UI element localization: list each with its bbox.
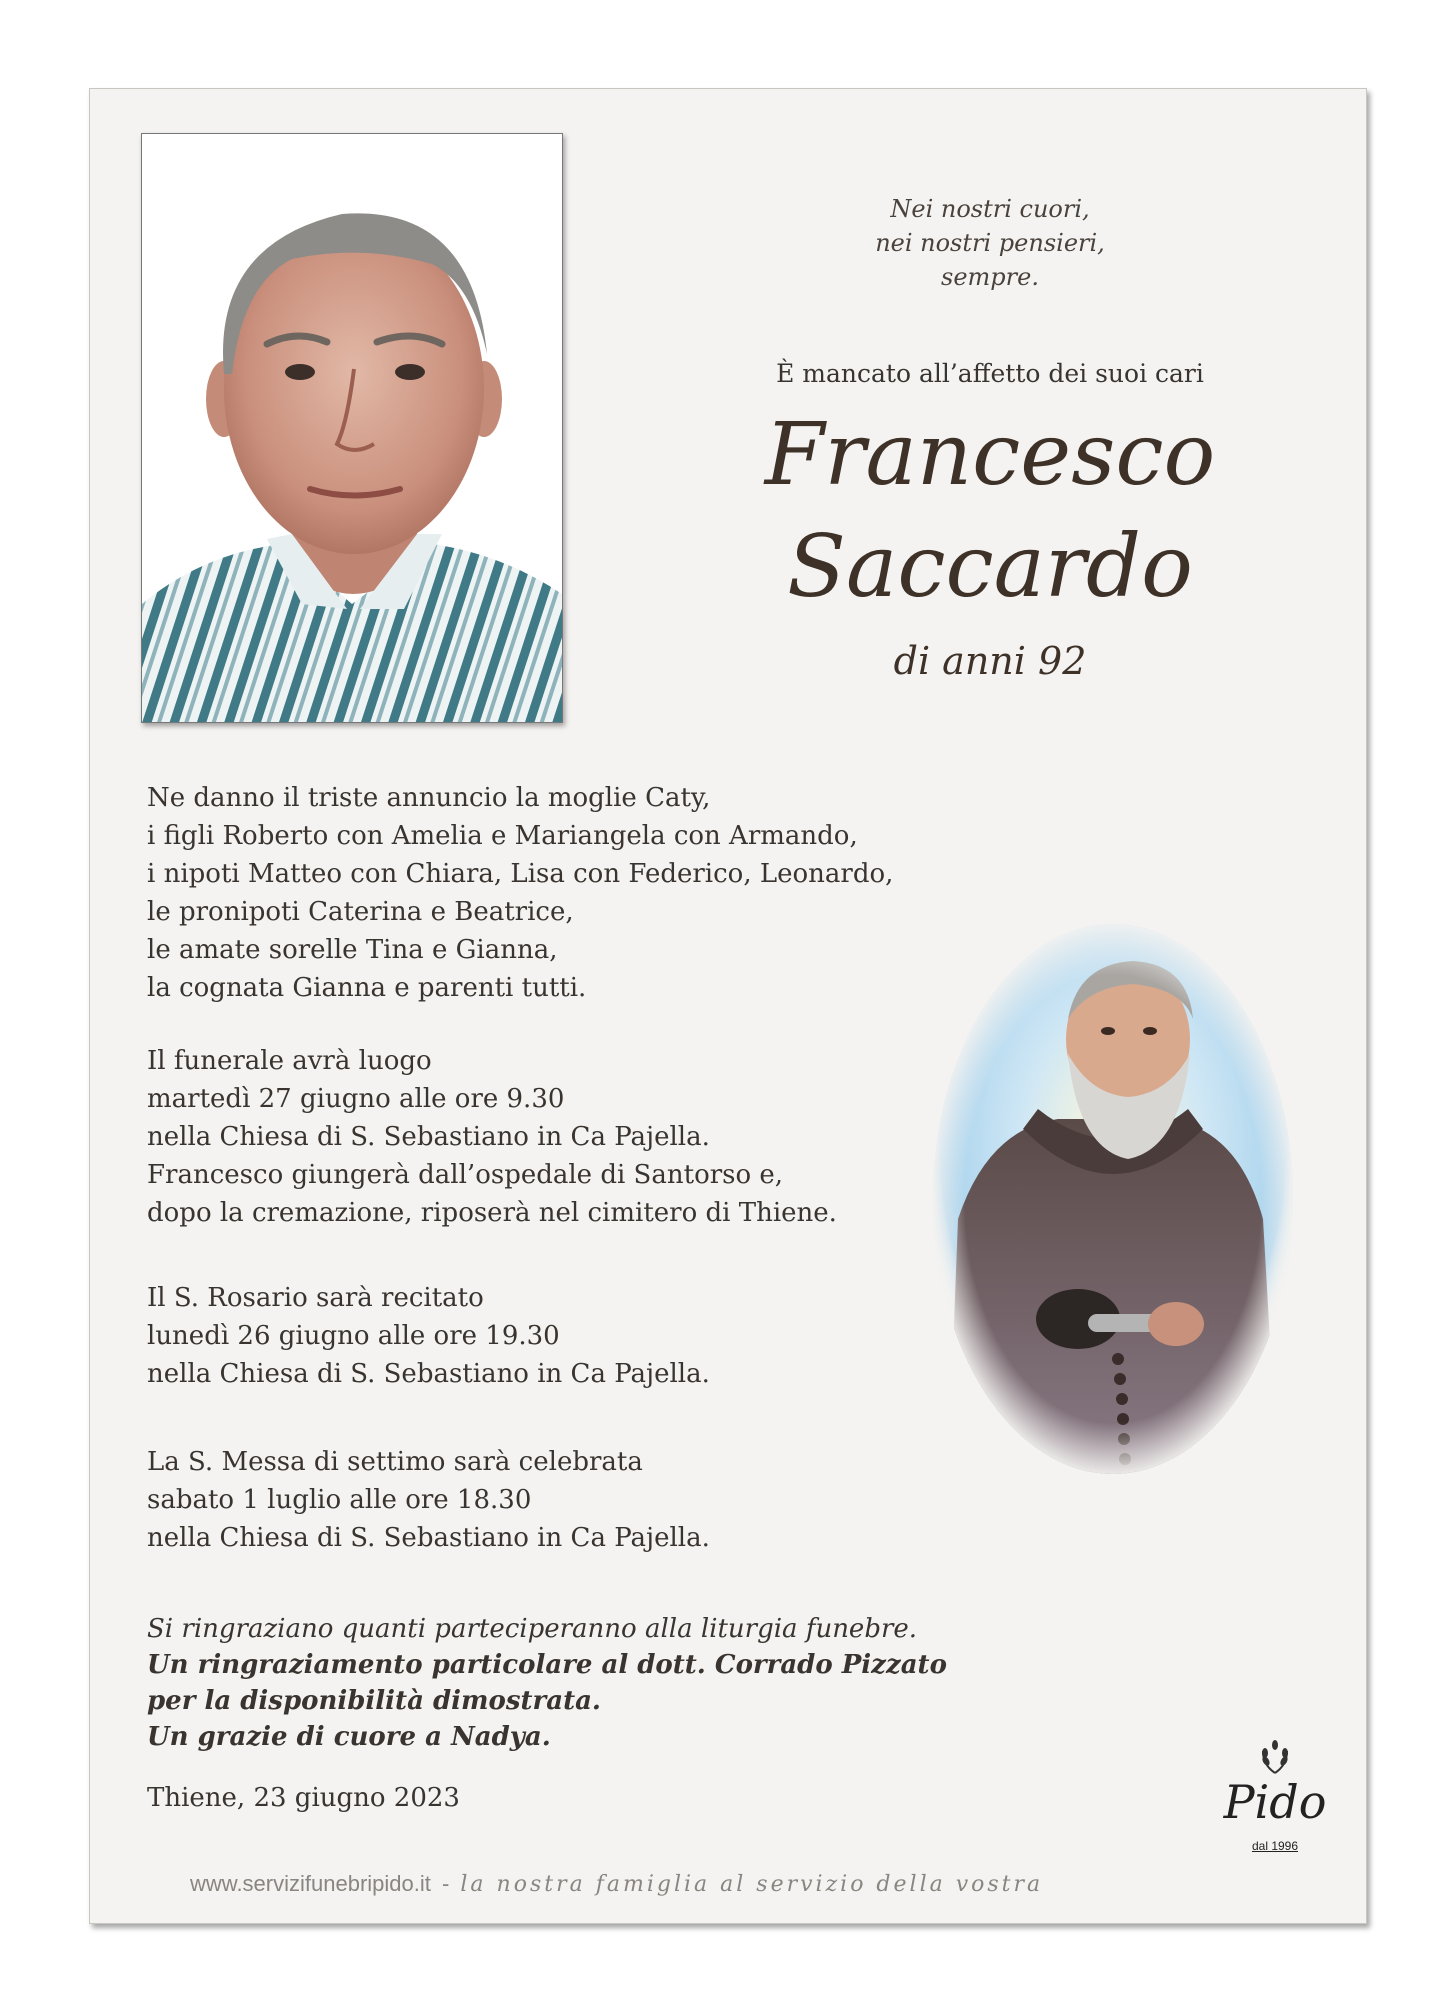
deceased-age: di anni 92 <box>893 639 1087 683</box>
funeral-line: nella Chiesa di S. Sebastiano in Ca Pajella. <box>147 1122 710 1152</box>
rosary-paragraph <box>147 1279 710 1393</box>
padre-pio-image <box>928 919 1298 1479</box>
funeral-line: dopo la cremazione, riposerà nel cimitero di Thiene. <box>147 1198 837 1228</box>
rosary-line: lunedì 26 giugno alle ore 19.30 <box>147 1321 560 1351</box>
deceased-name <box>690 399 1290 623</box>
mass-line: nella Chiesa di S. Sebastiano in Ca Pajella. <box>147 1523 710 1553</box>
rosary-line: Il S. Rosario sarà recitato <box>147 1283 484 1313</box>
announcement-line: le amate sorelle Tina e Gianna, <box>147 935 558 965</box>
thanks-line: per la disponibilità dimostrata. <box>147 1686 601 1716</box>
logo-since-year: dal 1996 <box>1251 1839 1299 1853</box>
quote-line: sempre. <box>941 263 1039 291</box>
laurel-wreath-icon <box>1257 1739 1293 1775</box>
footer-separator: - <box>441 1871 450 1896</box>
deceased-last-name: Saccardo <box>787 517 1193 617</box>
thanks-paragraph <box>147 1611 947 1755</box>
obituary-card <box>89 88 1367 1924</box>
announcement-line: i figli Roberto con Amelia e Mariangela con Armando, <box>147 821 858 851</box>
funeral-line: Francesco giungerà dall’ospedale di Santorso e, <box>147 1160 784 1190</box>
rosary-line: nella Chiesa di S. Sebastiano in Ca Pajella. <box>147 1359 710 1389</box>
announcement-line: Ne danno il triste annuncio la moglie Caty, <box>147 783 711 813</box>
logo-wordmark: Pido <box>1223 1775 1327 1829</box>
thanks-line: Un grazie di cuore a Nadya. <box>147 1722 551 1752</box>
mass-paragraph <box>147 1443 710 1557</box>
announcement-line: i nipoti Matteo con Chiara, Lisa con Federico, Leonardo, <box>147 859 894 889</box>
mass-line: sabato 1 luglio alle ore 18.30 <box>147 1485 532 1515</box>
announcement-paragraph <box>147 779 893 1007</box>
funeral-line: Il funerale avrà luogo <box>147 1046 432 1076</box>
footer <box>190 1871 1043 1897</box>
quote-line: nei nostri pensieri, <box>875 229 1105 257</box>
place-and-date: Thiene, 23 giugno 2023 <box>147 1783 460 1813</box>
funeral-home-logo <box>1215 1739 1345 1853</box>
deceased-first-name: Francesco <box>764 405 1216 505</box>
memorial-quote <box>790 192 1190 294</box>
thanks-line: Si ringraziano quanti parteciperanno alla liturgia funebre. <box>147 1614 918 1644</box>
intro-text: È mancato all’affetto dei suoi cari <box>776 359 1204 388</box>
mass-line: La S. Messa di settimo sarà celebrata <box>147 1447 643 1477</box>
announcement-line: la cognata Gianna e parenti tutti. <box>147 973 587 1003</box>
quote-line: Nei nostri cuori, <box>890 195 1090 223</box>
website-link[interactable]: www.servizifunebripido.it <box>190 1871 431 1896</box>
funeral-line: martedì 27 giugno alle ore 9.30 <box>147 1084 565 1114</box>
announcement-line: le pronipoti Caterina e Beatrice, <box>147 897 574 927</box>
thanks-line: Un ringraziamento particolare al dott. Corrado Pizzato <box>147 1650 947 1680</box>
deceased-portrait-photo <box>141 133 563 723</box>
funeral-paragraph <box>147 1042 837 1232</box>
footer-slogan: la nostra famiglia al servizio della vostra <box>460 1872 1044 1897</box>
